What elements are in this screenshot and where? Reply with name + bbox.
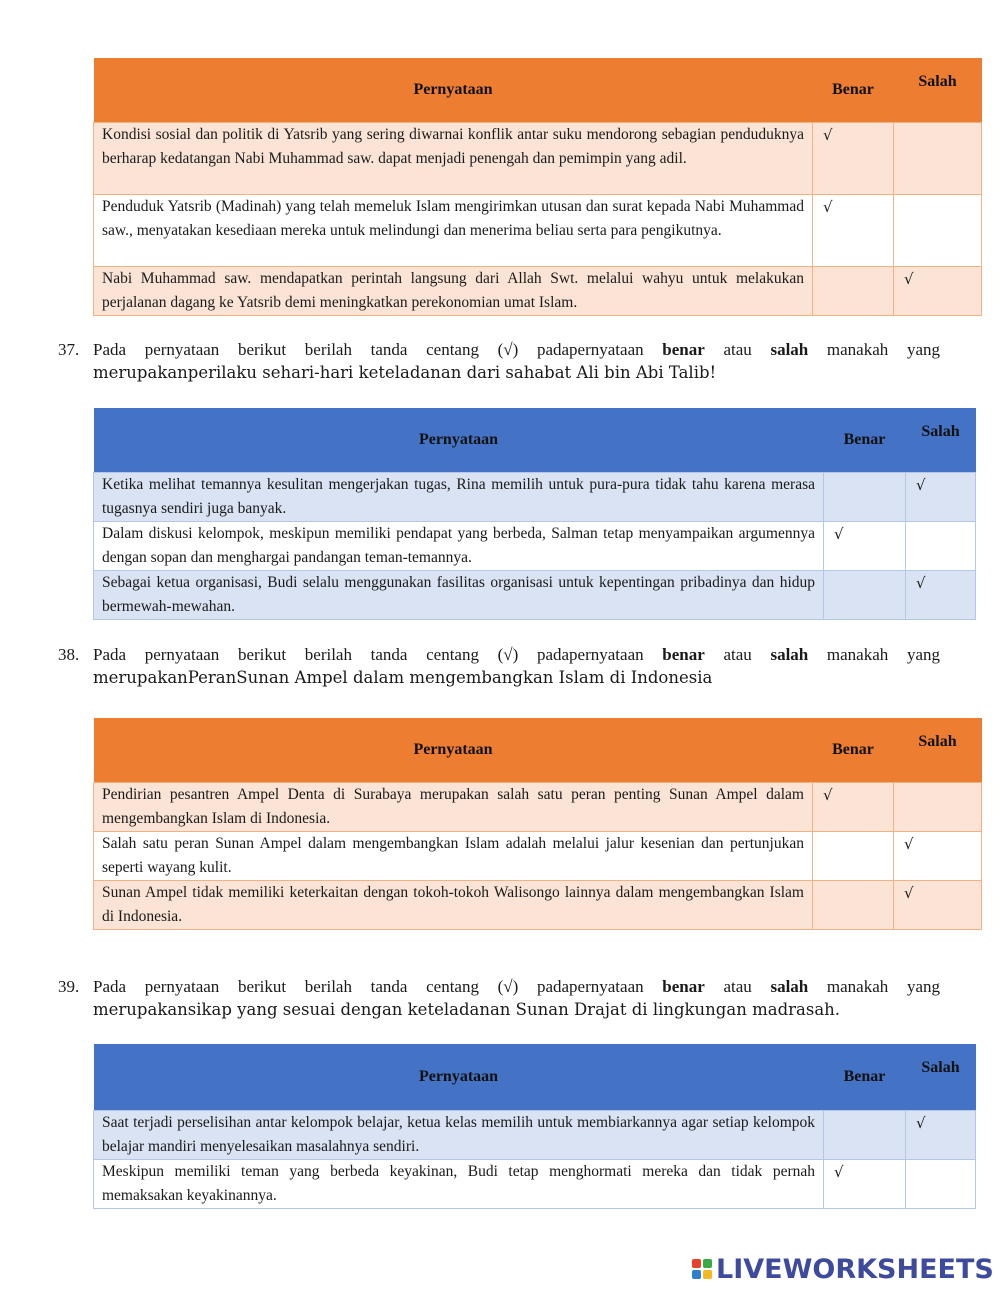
question-text-line2: merupakanPeranSunan Ampel dalam mengembangkan Islam di Indonesia <box>93 668 713 687</box>
benar-cell[interactable] <box>813 880 894 929</box>
statement-table-37 <box>93 408 976 620</box>
salah-cell[interactable]: √ <box>906 570 976 619</box>
benar-cell[interactable]: √ <box>824 1159 906 1208</box>
question-39: 39. Pada pernyataan berikut berilah tanda centang (√) padapernyataan benar atau salah manakah yang merupakansikap yang sesuai dengan keteladanan Sunan Drajat di lingkungan madrasah. <box>58 977 940 1019</box>
header-salah: Salah <box>906 408 976 472</box>
header-benar: Benar <box>813 718 894 782</box>
statement-text: Pendirian pesantren Ampel Denta di Surabaya merupakan salah satu peran penting Sunan Ampel dalam mengembangkan Islam di Indonesia. <box>94 782 813 831</box>
salah-cell[interactable] <box>894 782 982 831</box>
table-row <box>94 266 982 315</box>
benar-cell[interactable] <box>824 472 906 521</box>
table-row <box>94 521 976 570</box>
table-row <box>94 194 982 266</box>
question-37: 37. Pada pernyataan berikut berilah tanda centang (√) padapernyataan benar atau salah manakah yang merupakanperilaku sehari-hari keteladanan dari sahabat Ali bin Abi Talib! <box>58 340 940 382</box>
benar-cell[interactable] <box>813 266 894 315</box>
header-benar: Benar <box>824 408 906 472</box>
table-row <box>94 1110 976 1159</box>
header-statement: Pernyataan <box>94 408 824 472</box>
statement-text: Kondisi sosial dan politik di Yatsrib yang sering diwarnai konflik antar suku mendorong sebagian penduduknya berharap kedatangan Nabi Muhammad saw. dapat menjadi penengah dan pemimpin yang adil. <box>94 122 813 194</box>
header-salah: Salah <box>894 58 982 122</box>
header-salah: Salah <box>894 718 982 782</box>
table-row <box>94 472 976 521</box>
statement-text: Saat terjadi perselisihan antar kelompok belajar, ketua kelas memilih untuk membiarkannya agar setiap kelompok belajar mandiri menyelesaikan masalahnya sendiri. <box>94 1110 824 1159</box>
benar-cell[interactable] <box>824 570 906 619</box>
table-row <box>94 782 982 831</box>
header-salah: Salah <box>906 1044 976 1110</box>
salah-cell[interactable]: √ <box>894 266 982 315</box>
salah-cell[interactable] <box>906 521 976 570</box>
statement-table-39 <box>93 1044 976 1209</box>
question-number: 38. <box>58 645 80 664</box>
benar-cell[interactable] <box>813 831 894 880</box>
salah-cell[interactable]: √ <box>894 831 982 880</box>
header-statement: Pernyataan <box>94 1044 824 1110</box>
salah-cell[interactable] <box>894 194 982 266</box>
question-number: 37. <box>58 340 80 359</box>
question-38: 38. Pada pernyataan berikut berilah tanda centang (√) padapernyataan benar atau salah manakah yang merupakanPeranSunan Ampel dalam mengembangkan Islam di Indonesia <box>58 645 940 687</box>
header-benar: Benar <box>813 58 894 122</box>
statement-table-36 <box>93 58 982 316</box>
salah-cell[interactable]: √ <box>906 1110 976 1159</box>
table-row <box>94 1159 976 1208</box>
statement-text: Nabi Muhammad saw. mendapatkan perintah langsung dari Allah Swt. melalui wahyu untuk melakukan perjalanan dagang ke Yatsrib demi meningkatkan perekonomian umat Islam. <box>94 266 813 315</box>
question-text-line2: merupakanperilaku sehari-hari keteladanan dari sahabat Ali bin Abi Talib! <box>93 363 717 382</box>
logo-grid-icon <box>692 1259 712 1279</box>
benar-cell[interactable]: √ <box>813 122 894 194</box>
header-statement: Pernyataan <box>94 58 813 122</box>
question-number: 39. <box>58 977 80 996</box>
benar-cell[interactable]: √ <box>824 521 906 570</box>
salah-cell[interactable] <box>906 1159 976 1208</box>
statement-text: Sebagai ketua organisasi, Budi selalu menggunakan fasilitas organisasi untuk kepentingan pribadinya dan hidup bermewah-mewahan. <box>94 570 824 619</box>
brand-name: LIVEWORKSHEETS <box>716 1253 994 1285</box>
table-row <box>94 122 982 194</box>
question-text-line2: merupakansikap yang sesuai dengan keteladanan Sunan Drajat di lingkungan madrasah. <box>93 1000 841 1019</box>
header-benar: Benar <box>824 1044 906 1110</box>
table-row <box>94 831 982 880</box>
header-statement: Pernyataan <box>94 718 813 782</box>
statement-table-38 <box>93 718 982 930</box>
statement-text: Salah satu peran Sunan Ampel dalam mengembangkan Islam adalah melalui jalur kesenian dan pertunjukan seperti wayang kulit. <box>94 831 813 880</box>
benar-cell[interactable]: √ <box>813 194 894 266</box>
statement-text: Penduduk Yatsrib (Madinah) yang telah memeluk Islam mengirimkan utusan dan surat kepada Nabi Muhammad saw., menyatakan kesediaan mereka untuk melindungi dan menerima beliau serta para pengikutnya. <box>94 194 813 266</box>
benar-cell[interactable]: √ <box>813 782 894 831</box>
liveworksheets-logo <box>692 1254 994 1284</box>
table-row <box>94 570 976 619</box>
statement-text: Dalam diskusi kelompok, meskipun memiliki pendapat yang berbeda, Salman tetap menyampaikan argumennya dengan sopan dan menghargai pandangan teman-temannya. <box>94 521 824 570</box>
benar-cell[interactable] <box>824 1110 906 1159</box>
salah-cell[interactable]: √ <box>906 472 976 521</box>
salah-cell[interactable] <box>894 122 982 194</box>
table-row <box>94 880 982 929</box>
statement-text: Sunan Ampel tidak memiliki keterkaitan dengan tokoh-tokoh Walisongo lainnya dalam mengembangkan Islam di Indonesia. <box>94 880 813 929</box>
statement-text: Ketika melihat temannya kesulitan mengerjakan tugas, Rina memilih untuk pura-pura tidak tahu karena merasa tugasnya sendiri juga banyak. <box>94 472 824 521</box>
salah-cell[interactable]: √ <box>894 880 982 929</box>
statement-text: Meskipun memiliki teman yang berbeda keyakinan, Budi tetap menghormati mereka dan tidak pernah memaksakan keyakinannya. <box>94 1159 824 1208</box>
